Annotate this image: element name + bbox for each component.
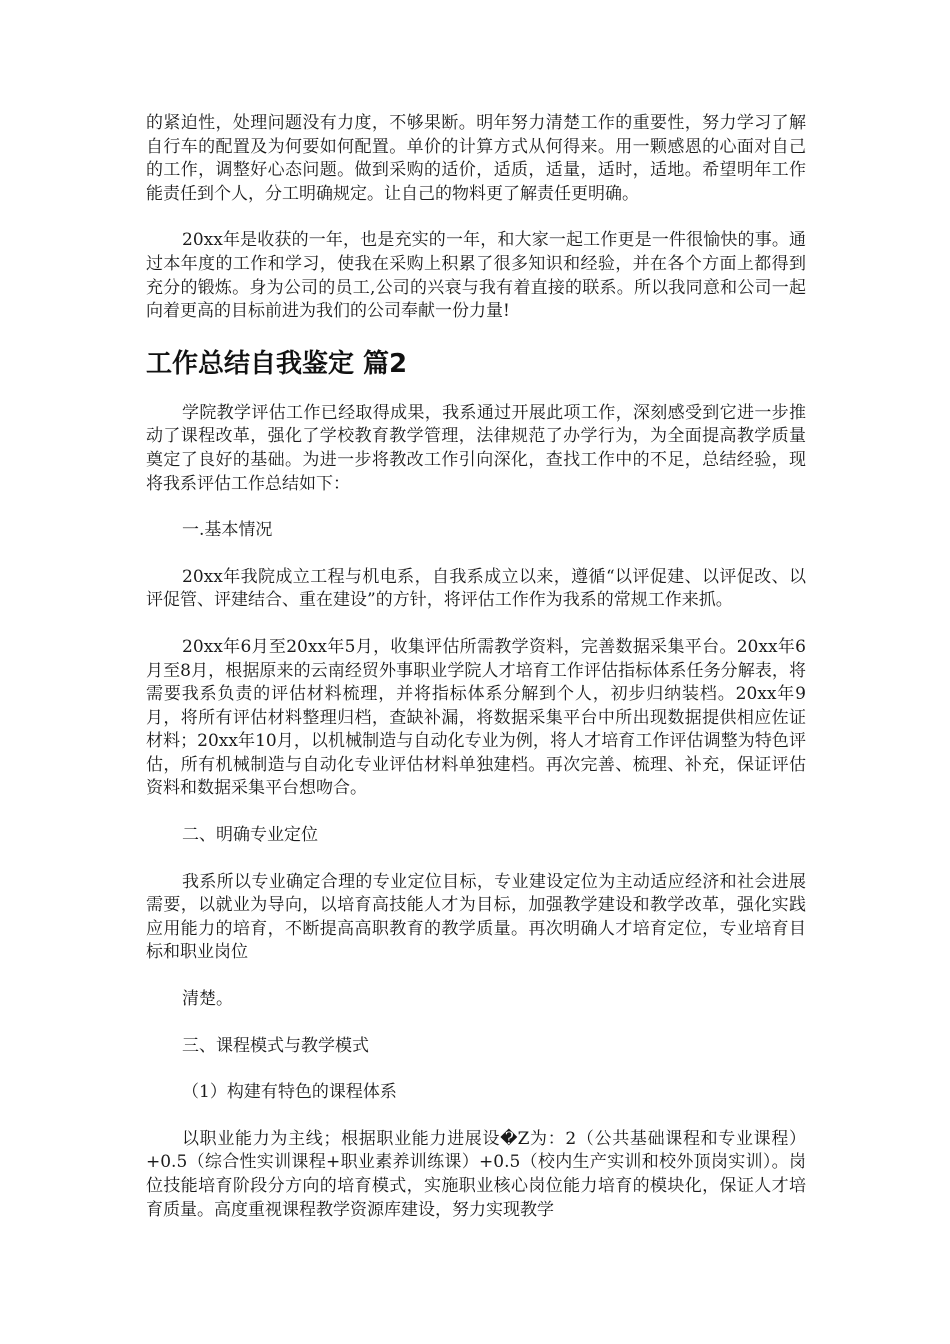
section-1-title: 一.基本情况 xyxy=(182,520,273,541)
subsection-1-title: （1）构建有特色的课程体系 xyxy=(182,1082,397,1103)
paragraph-5: 20xx年6月至20xx年5月，收集评估所需教学资料，完善数据采集平台。20xx年6月至8月，根据原来的云南经贸外事职业学院人才培育工作评估指标体系任务分解表，将需要我系负责的评估材料梳理，并将指标体系分解到个人，初步归纳装档。20xx年9月，将所有评估材料整理归档，查缺补漏，将数据采集平台中所出现数据提供相应佐证材料；20xx年10月，以机械制造与自动化专业为例，将人才培育工作评估调整为特色评估，所有机械制造与自动化专业评估材料单独建档。再次完善、梳理、补充，保证评估资料和数据采集平台想吻合。 xyxy=(146,636,806,799)
paragraph-2: 20xx年是收获的一年，也是充实的一年，和大家一起工作更是一件很愉快的事。通过本年度的工作和学习，使我在采购上积累了很多知识和经验，并在各个方面上都得到充分的锻炼。身为公司的员工,公司的兴衰与我有着直接的联系。所以我同意和公司一起向着更高的目标前进为我们的公司奉献一份力量! xyxy=(146,230,806,322)
section-3-title: 三、课程模式与教学模式 xyxy=(182,1035,369,1056)
paragraph-3: 学院教学评估工作已经取得成果，我系通过开展此项工作，深刻感受到它进一步推动了课程改革，强化了学校教育教学管理，法律规范了办学行为，为全面提高教学质量奠定了良好的基础。为进一步将教改工作引向深化，查找工作中的不足，总结经验，现将我系评估工作总结如下： xyxy=(146,402,806,494)
paragraph-4: 20xx年我院成立工程与机电系，自我系成立以来，遵循“以评促建、以评促改、以评促管、评建结合、重在建设”的方针，将评估工作作为我系的常规工作来抓。 xyxy=(146,566,806,611)
document-page xyxy=(146,112,806,1222)
section-2-title: 二、明确专业定位 xyxy=(182,825,318,846)
paragraph-8: 以职业能力为主线；根据职业能力进展设�Z为：2（公共基础课程和专业课程）+0.5（综合性实训课程+职业素养训练课）+0.5（校内生产实训和校外顶岗实训）。岗位技能培育阶段分方向的培育模式，实施职业核心岗位能力培育的模块化，保证人才培育质量。高度重视课程教学资源库建设，努力实现教学 xyxy=(146,1128,806,1220)
paragraph-7: 清楚。 xyxy=(182,989,233,1010)
section-heading: 工作总结自我鉴定 篇2 xyxy=(146,348,408,379)
paragraph-1: 的紧迫性，处理问题没有力度，不够果断。明年努力清楚工作的重要性，努力学习了解自行车的配置及为何要如何配置。单价的计算方式从何得来。用一颗感恩的心面对自己的工作，调整好心态问题。做到采购的适价，适质，适量，适时，适地。希望明年工作能责任到个人，分工明确规定。让自己的物料更了解责任更明确。 xyxy=(146,113,806,204)
paragraph-6: 我系所以专业确定合理的专业定位目标，专业建设定位为主动适应经济和社会进展需要，以就业为导向，以培育高技能人才为目标，加强教学建设和教学改革，强化实践应用能力的培育，不断提高高职教育的教学质量。再次明确人才培育定位，专业培育目标和职业岗位 xyxy=(146,871,806,963)
